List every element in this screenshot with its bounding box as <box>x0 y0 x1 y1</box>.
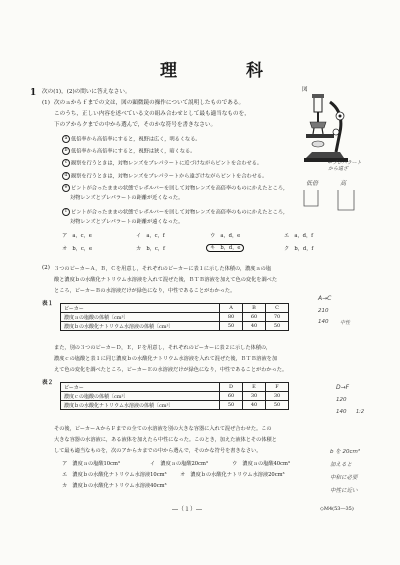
figure-label: 図 <box>302 87 308 93</box>
table-cell: 40 <box>243 401 266 410</box>
mid-line: えて色の変化を調べたところ，ビーカーＥの水溶液だけが緑色になり，中性であることがわかった。 <box>54 367 288 373</box>
table1-label: 表１ <box>42 301 54 307</box>
statement-b: b 低倍率から高倍率にすると，視野は狭く，暗くなる。 <box>62 147 195 155</box>
part2-line: 酸と濃度ｂの水酸化ナトリウム水溶液を入れて混ぜた後，ＢＴＢ溶液を加えて色の変化を調べた <box>54 277 278 283</box>
table-cell: 50 <box>220 322 243 331</box>
end-line: その後，ビーカーＡからＦまでの全ての水溶液を別の大きな容器に入れて混ぜ合わせた。この <box>54 426 272 432</box>
question-number: 1 <box>30 88 37 98</box>
mid-line: 濃度ｃの塩酸と表１に同じ濃度ｂの水酸化ナトリウム水溶液を入れて混ぜた後，ＢＴＢ溶液を加 <box>54 356 278 362</box>
handwritten-note: b を 20cm³ <box>330 449 361 455</box>
table-cell: 濃度ａの塩酸の体積〔cm³〕 <box>61 313 220 322</box>
table-cell: C <box>266 304 289 313</box>
part1-line: 次のａからｆまでの文は，図の顕微鏡の操作について説明したものである。 <box>54 100 245 106</box>
statement-e: e ピントが合ったままの状態でレボルバーを回して対物レンズを高倍率のものにかえたところ， <box>62 184 288 192</box>
statement-c: c 観察を行うときは，対物レンズをプレパラートに近づけながらピントを合わせる。 <box>62 159 262 167</box>
table-cell: 濃度ｂの水酸化ナトリウム水溶液の体積〔cm³〕 <box>61 322 220 331</box>
handwritten-note: 210 <box>318 308 329 314</box>
table-row <box>61 304 289 313</box>
part2-line: ３つのビーカーＡ，Ｂ，Ｃを用意し，それぞれのビーカーに表１に示した体積の，濃度ａの塩 <box>54 266 272 272</box>
part1-number: (1) <box>42 100 50 106</box>
statement-d: d 観察を行うときは，対物レンズをプレパラートから遠ざけながらピントを合わせる。 <box>62 172 267 180</box>
table-cell: 40 <box>243 322 266 331</box>
choice-o: オ b，c，e <box>62 246 93 252</box>
table-cell: 80 <box>220 313 243 322</box>
table-cell: 70 <box>266 313 289 322</box>
table-cell: B <box>243 304 266 313</box>
table-cell: ビーカー <box>61 383 220 392</box>
handwritten-sketch <box>302 186 362 214</box>
choice-e: エ a，d，f <box>284 233 314 239</box>
table-row <box>61 322 289 331</box>
answer-choice: エ 濃度ｂの水酸化ナトリウム水溶液10cm³ <box>62 472 167 478</box>
statement-a: a 低倍率から高倍率にすると，視野は広く，明るくなる。 <box>62 135 201 143</box>
handwritten-note: 140 <box>336 409 347 415</box>
table-cell: 60 <box>220 392 243 401</box>
table-cell: 30 <box>266 392 289 401</box>
table-cell: 50 <box>220 401 243 410</box>
choice-ki-circled: キ b，d，e <box>206 244 244 252</box>
table-cell: 50 <box>266 401 289 410</box>
table-cell: 濃度ｃの塩酸の体積〔cm³〕 <box>61 392 220 401</box>
page-title: 理 科 <box>160 61 289 81</box>
answer-choice: イ 濃度ａの塩酸20cm³ <box>150 461 209 467</box>
part1-line: このうち，正しい内容を述べている文の組み合わせとして最も適当なものを， <box>54 111 250 117</box>
table-cell: ビーカー <box>61 304 220 313</box>
choice-a: ア a，c，e <box>62 233 92 239</box>
table2 <box>60 382 289 410</box>
table-cell: F <box>266 383 289 392</box>
table-cell: 50 <box>266 322 289 331</box>
table-cell: D <box>220 383 243 392</box>
statement-f: f ピントが合ったままの状態でレボルバーを回して対物レンズを高倍率のものにかえたところ， <box>62 208 288 216</box>
part2-line: ところ，ビーカーＢの水溶液だけが緑色になり，中性であることがわかった。 <box>54 288 236 294</box>
page-number: ―（１）― <box>172 506 203 513</box>
choice-u: ウ a，d，e <box>210 233 241 239</box>
handwritten-note: 高 <box>340 180 347 187</box>
choice-ka: カ b，c，f <box>136 246 165 252</box>
handwritten-note: D→F <box>336 384 350 391</box>
answer-choice: オ 濃度ｂの水酸化ナトリウム水溶液20cm³ <box>180 472 285 478</box>
choice-i: イ a，c，f <box>136 233 165 239</box>
choice-ku: ク b，d，f <box>284 246 314 252</box>
handwritten-note: 中性 <box>340 320 351 326</box>
mid-line: また，別の３つのビーカーＤ，Ｅ，Ｆを用意し，それぞれのビーカーに表２に示した体積の， <box>54 345 272 351</box>
handwritten-note: 140 <box>318 319 329 325</box>
part1-line: 下のアからクまでの中から選んで，そのかな符号を書きなさい。 <box>54 122 217 128</box>
answer-choice: ウ 濃度ａの塩酸40cm³ <box>232 461 291 467</box>
table2-label: 表２ <box>42 380 54 386</box>
end-line: 大きな容器の水溶液に，ある液体を加えたら中性になった。このとき，加えた液体とその体積と <box>54 437 277 443</box>
table-cell: E <box>243 383 266 392</box>
table1 <box>60 303 289 331</box>
handwritten-note: 1:2 <box>356 409 365 415</box>
handwritten-note: 加えると <box>330 462 353 468</box>
table-row <box>61 313 289 322</box>
table-cell: 30 <box>243 392 266 401</box>
statement-f-cont: 対物レンズとプレパラートの距離が遠くなった。 <box>70 219 184 225</box>
exam-code: ◇M4(53―35) <box>320 506 354 512</box>
answer-choice: カ 濃度ｂの水酸化ナトリウム水溶液40cm³ <box>62 483 167 489</box>
question-intro: 次の(1)，(2)の問いに答えなさい。 <box>42 89 131 95</box>
handwritten-note: A→C <box>318 295 332 302</box>
table-row <box>61 383 289 392</box>
table-cell: 濃度ｂの水酸化ナトリウム水溶液の体積〔cm³〕 <box>61 401 220 410</box>
handwritten-note: 中性に近い <box>330 488 358 494</box>
handwritten-note: 低倍 <box>306 180 319 187</box>
handwritten-note: 中和に必要 <box>330 475 358 481</box>
handwritten-note: 120 <box>336 397 347 403</box>
part2-number: (2) <box>42 265 50 271</box>
table-row <box>61 401 289 410</box>
microscope-icon <box>300 92 360 164</box>
statement-e-cont: 対物レンズとプレパラートの距離が近くなった。 <box>70 195 184 201</box>
end-line: して最も適当なものを，次のアからカまでの中から選んで，そのかな符号を書きなさい。 <box>54 448 262 454</box>
table-row <box>61 392 289 401</box>
handwritten-note: ←プレパラート から遠ざ <box>328 160 362 172</box>
table-cell: A <box>220 304 243 313</box>
table-cell: 60 <box>243 313 266 322</box>
answer-choice: ア 濃度ａの塩酸10cm³ <box>62 461 121 467</box>
